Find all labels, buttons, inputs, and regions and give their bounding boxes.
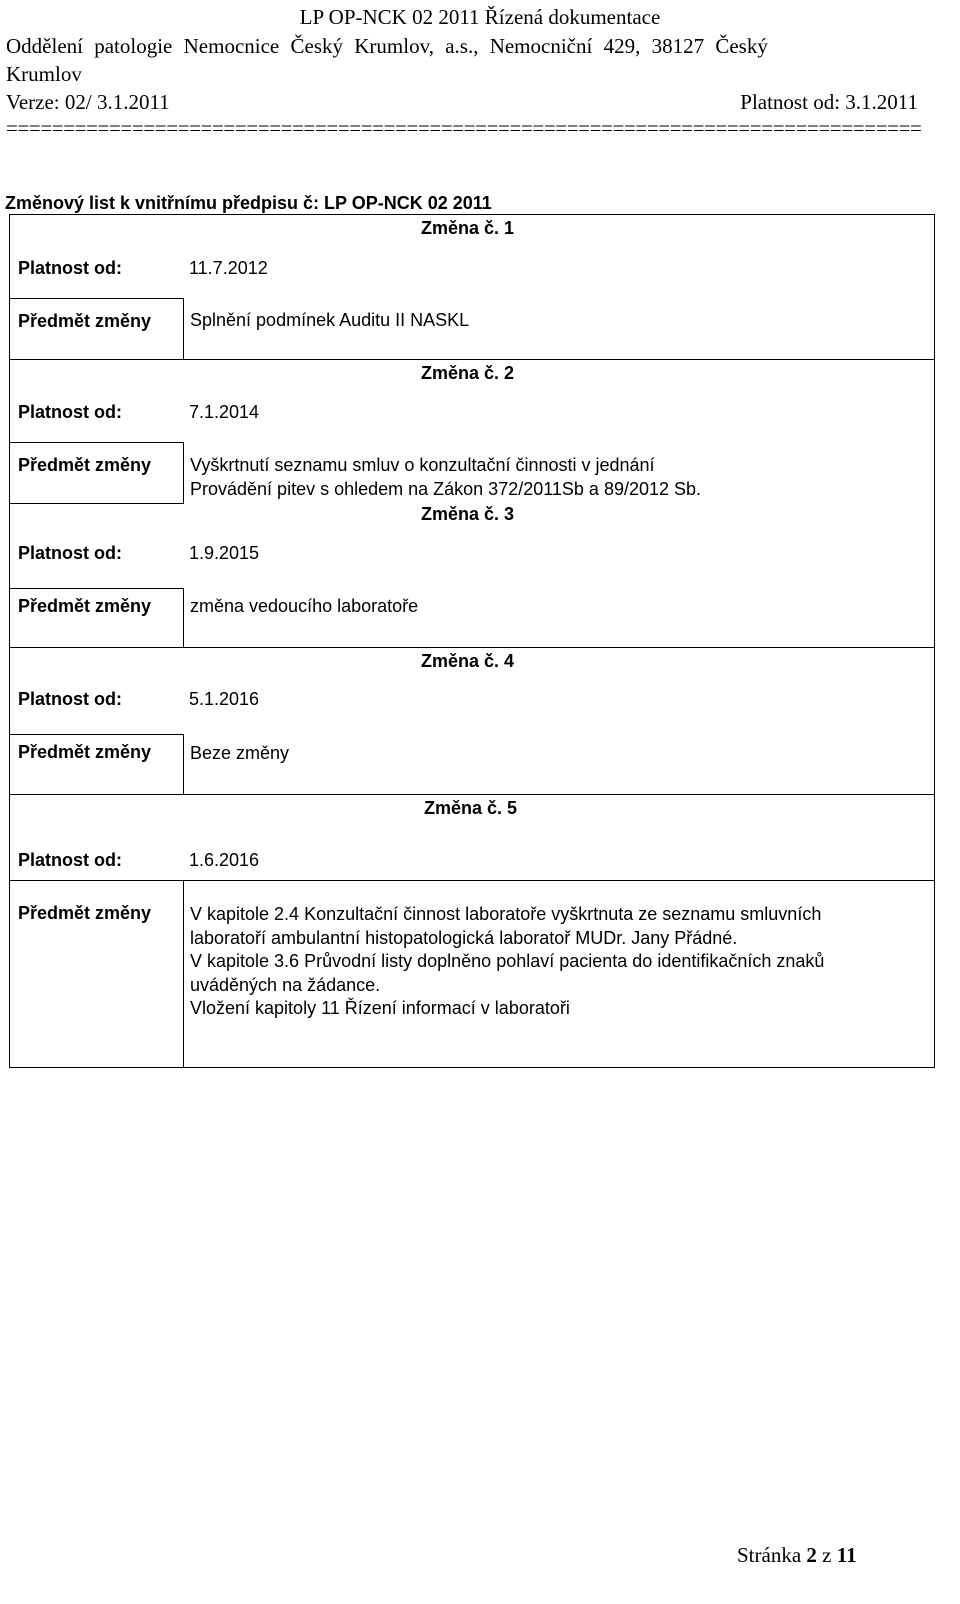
- subject-label: Předmět změny: [18, 596, 152, 616]
- change-table-4: [9, 647, 935, 795]
- header-title: LP OP-NCK 02 2011 Řízená dokumentace: [299, 5, 661, 29]
- table-divider: [183, 442, 184, 503]
- validity-label: Platnost od:: [18, 543, 122, 563]
- subject-label: Předmět změny: [18, 455, 152, 475]
- page-of: z: [822, 1543, 832, 1567]
- table-divider: [10, 588, 184, 589]
- subject-label: Předmět změny: [18, 903, 152, 923]
- validity-label: Platnost od:: [18, 258, 122, 278]
- validity-value: 1.9.2015: [189, 543, 260, 563]
- validity-value: 1.6.2016: [189, 850, 260, 870]
- validity-value: 11.7.2012: [189, 258, 268, 278]
- page-current: 2: [806, 1543, 817, 1567]
- change-number: Změna č. 3: [421, 504, 515, 524]
- change-table-1: [9, 214, 935, 360]
- table-divider: [10, 298, 184, 299]
- change-table-5: [9, 794, 935, 1068]
- header-organization-line2: Krumlov: [6, 62, 82, 86]
- document-heading: Změnový list k vnitřnímu předpisu č: LP OP-NCK 02 2011: [5, 193, 492, 213]
- page-total: 11: [836, 1543, 857, 1567]
- page-word: Stránka: [737, 1543, 802, 1567]
- subject-line: Vyškrtnutí seznamu smluv o konzultační činnosti v jednání: [190, 455, 655, 475]
- subject-line: V kapitole 2.4 Konzultační činnost laboratoře vyškrtnuta ze seznamu smluvních: [190, 904, 822, 924]
- table-divider: [183, 880, 184, 1068]
- header-validity: Platnost od: 3.1.2011: [740, 90, 918, 114]
- subject-line: Vložení kapitoly 11 Řízení informací v laboratoři: [190, 998, 570, 1018]
- validity-label: Platnost od:: [18, 689, 122, 709]
- table-divider: [10, 442, 184, 443]
- change-number: Změna č. 2: [421, 363, 515, 383]
- subject-line: V kapitole 3.6 Průvodní listy doplněno pohlaví pacienta do identifikačních znaků: [190, 951, 825, 971]
- subject-label: Předmět změny: [18, 311, 152, 331]
- table-divider: [183, 734, 184, 795]
- page-number: [737, 1543, 857, 1568]
- change-table-2-3: [9, 359, 935, 648]
- validity-label: Platnost od:: [18, 402, 122, 422]
- subject-line: Beze změny: [190, 743, 290, 763]
- header-version: Verze: 02/ 3.1.2011: [6, 90, 170, 114]
- table-divider: [183, 588, 184, 648]
- validity-value: 7.1.2014: [189, 402, 260, 422]
- subject-line: Provádění pitev s ohledem na Zákon 372/2011Sb a 89/2012 Sb.: [190, 479, 702, 499]
- table-divider: [183, 298, 184, 360]
- subject-label: Předmět změny: [18, 742, 152, 762]
- change-number: Změna č. 1: [421, 218, 515, 238]
- change-number: Změna č. 4: [421, 651, 515, 671]
- change-number: Změna č. 5: [424, 798, 518, 818]
- table-divider: [10, 503, 184, 504]
- header-separator: ================================================================================: [6, 116, 922, 140]
- subject-line: laboratoří ambulantní histopatologická laboratoř MUDr. Jany Přádné.: [190, 927, 738, 948]
- validity-value: 5.1.2016: [189, 689, 260, 709]
- subject-line: uváděných na žádance.: [190, 974, 381, 995]
- table-divider: [10, 880, 934, 881]
- subject-line: Splnění podmínek Auditu II NASKL: [190, 310, 470, 330]
- validity-label: Platnost od:: [18, 850, 122, 870]
- subject-line: změna vedoucího laboratoře: [190, 596, 419, 616]
- header-organization-line1: Oddělení patologie Nemocnice Český Krumlov, a.s., Nemocniční 429, 38127 Český: [6, 34, 768, 58]
- table-divider: [10, 734, 184, 735]
